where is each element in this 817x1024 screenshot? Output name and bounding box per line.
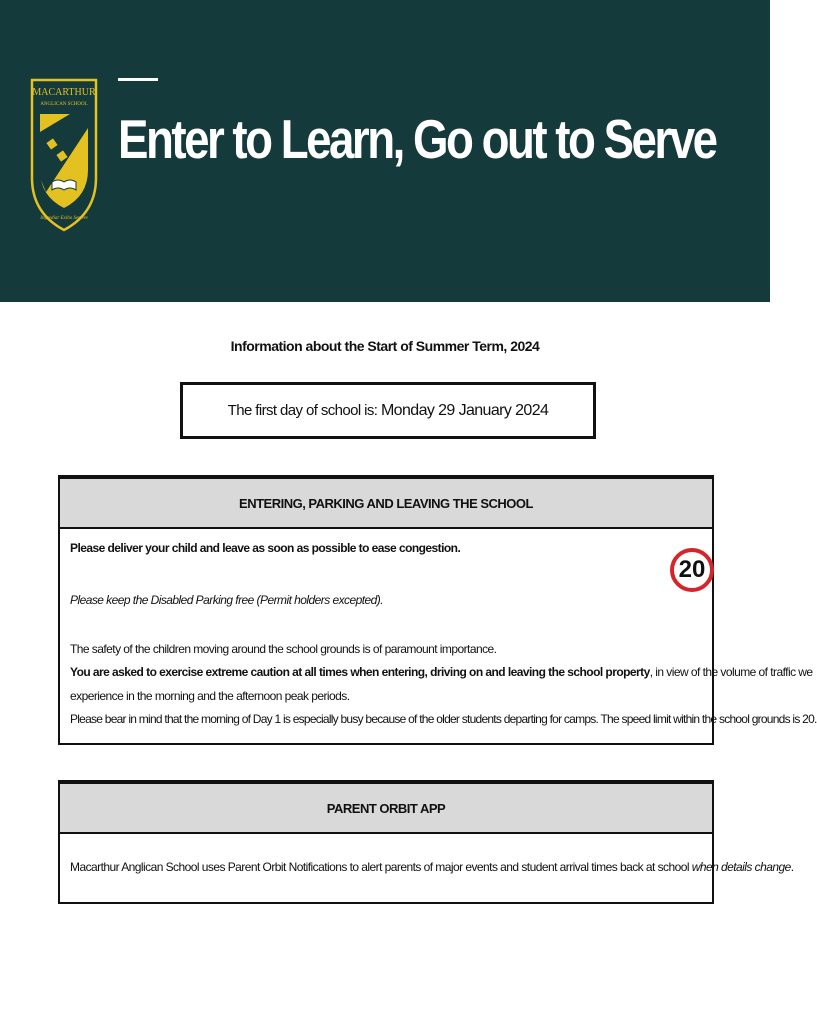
crest-subname: ANGLICAN SCHOOL (40, 102, 88, 107)
paragraph-safety: The safety of the children moving around the school grounds is of paramount importance. (70, 642, 497, 656)
first-day-date: Monday 29 January 2024 (380, 401, 549, 419)
section-parent-orbit (58, 780, 794, 904)
banner-rule (118, 78, 158, 81)
speed-limit-sign-icon: 20 (670, 548, 714, 592)
app-text-italic: when details change (691, 860, 791, 874)
school-crest-icon (30, 78, 98, 232)
banner-title: Enter to Learn, Go out to Serve (118, 108, 716, 170)
crest-name: MACARTHUR (32, 87, 96, 98)
app-text: Macarthur Anglican School uses Parent Orbit Notifications to alert parents of major events and student arrival times back at school (70, 860, 692, 874)
caution-rest: , in view of the volume of traffic we (649, 665, 813, 679)
app-text-end: . (790, 860, 794, 874)
crest-motto: Ingrediar Exibo Servire (40, 216, 88, 221)
first-day-box (180, 382, 596, 439)
document-heading: Information about the Start of Summer Term, 2024 (230, 338, 540, 354)
section-entering-parking (58, 475, 817, 745)
section-title: PARENT ORBIT APP (60, 782, 712, 834)
first-day-label: The first day of school is: (227, 402, 381, 419)
paragraph-caution (70, 665, 813, 679)
paragraph-disabled-parking: Please keep the Disabled Parking free (Permit holders excepted). (70, 593, 383, 607)
paragraph-parent-orbit (70, 860, 794, 874)
section-title: ENTERING, PARKING AND LEAVING THE SCHOOL (60, 477, 712, 529)
header-banner (0, 0, 770, 302)
paragraph-speed-limit: Please bear in mind that the morning of Day 1 is especially busy because of the older students departing for camps. The speed limit within the school grounds is 20. (70, 712, 817, 726)
paragraph-peak: experience in the morning and the afternoon peak periods. (70, 689, 350, 703)
caution-bold: You are asked to exercise extreme caution at all times when entering, driving on and leaving the school property (70, 665, 650, 679)
paragraph-deliver: Please deliver your child and leave as soon as possible to ease congestion. (70, 541, 461, 555)
